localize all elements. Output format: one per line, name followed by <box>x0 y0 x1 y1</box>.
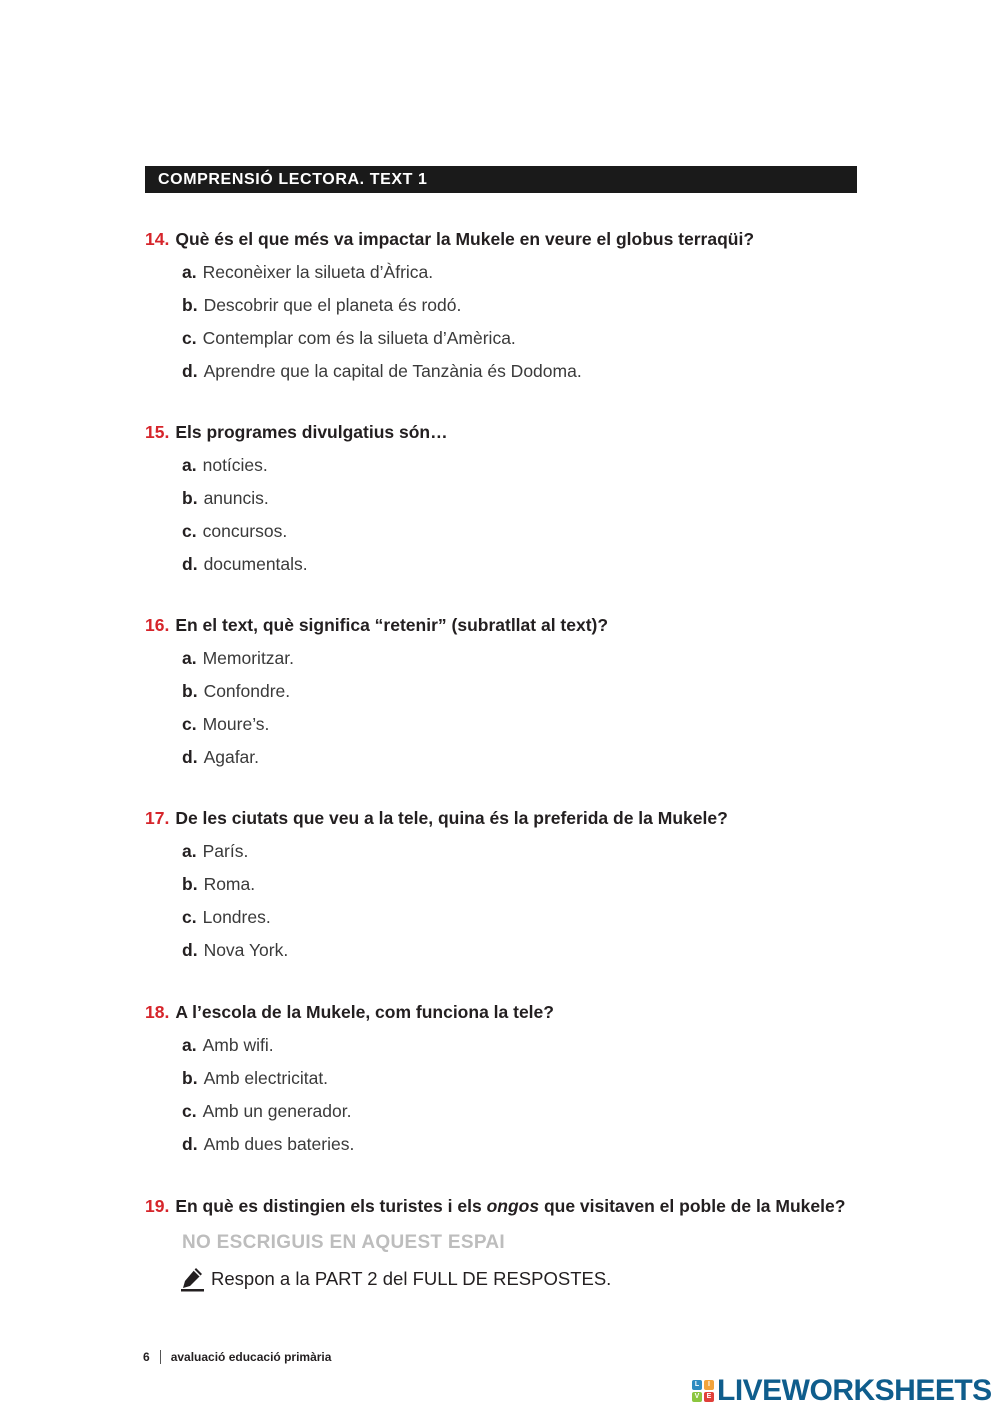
answer-option-b[interactable] <box>145 487 905 509</box>
option-letter: b. <box>182 681 198 701</box>
question-14 <box>145 228 905 382</box>
section-title: COMPRENSIÓ LECTORA. TEXT 1 <box>158 171 428 188</box>
question-number: 14. <box>145 229 170 249</box>
option-text: Roma. <box>203 874 256 894</box>
option-letter: a. <box>182 841 197 861</box>
option-text: concursos. <box>202 521 288 541</box>
logo-grid-icon <box>692 1380 714 1402</box>
answer-option-b[interactable] <box>145 680 905 702</box>
pencil-icon <box>181 1266 205 1292</box>
logo-tile: L <box>692 1380 702 1390</box>
question-15 <box>145 421 905 575</box>
liveworksheets-logo[interactable] <box>692 1374 992 1408</box>
answer-option-c[interactable] <box>145 906 905 928</box>
question-text: En el text, què significa “retenir” (subratllat al text)? <box>175 615 609 635</box>
answer-option-c[interactable] <box>145 327 905 349</box>
option-letter: b. <box>182 1068 198 1088</box>
option-text: Reconèixer la silueta d’Àfrica. <box>202 262 434 282</box>
question-text-italic: ongos <box>486 1196 540 1216</box>
question-text: Què és el que més va impactar la Mukele en veure el globus terraqüi? <box>175 229 755 249</box>
question-stem <box>145 614 905 636</box>
option-text: París. <box>202 841 249 861</box>
option-letter: d. <box>182 554 198 574</box>
answer-option-d[interactable] <box>145 360 905 382</box>
option-letter: c. <box>182 1101 197 1121</box>
option-letter: c. <box>182 328 197 348</box>
logo-tile: V <box>692 1392 702 1402</box>
option-text: Agafar. <box>203 747 260 767</box>
section-title-bar <box>145 166 857 193</box>
answer-option-c[interactable] <box>145 1100 905 1122</box>
option-text: notícies. <box>202 455 268 475</box>
option-text: Amb un generador. <box>202 1101 352 1121</box>
question-text: Els programes divulgatius són… <box>175 422 448 442</box>
option-text: Aprendre que la capital de Tanzània és Dodoma. <box>203 361 582 381</box>
option-letter: c. <box>182 714 197 734</box>
option-letter: d. <box>182 361 198 381</box>
answer-option-a[interactable] <box>145 454 905 476</box>
option-letter: a. <box>182 455 197 475</box>
option-letter: c. <box>182 907 197 927</box>
respond-instruction <box>181 1266 611 1292</box>
question-number: 19. <box>145 1196 170 1216</box>
question-16 <box>145 614 905 768</box>
question-number: 16. <box>145 615 170 635</box>
logo-tile: I <box>704 1380 714 1390</box>
question-text-before: En què es distingien els turistes i els <box>175 1196 482 1216</box>
question-stem <box>145 421 905 443</box>
option-letter: d. <box>182 747 198 767</box>
answer-option-c[interactable] <box>145 520 905 542</box>
question-text: A l’escola de la Mukele, com funciona la tele? <box>175 1002 554 1022</box>
answer-option-d[interactable] <box>145 553 905 575</box>
footer-divider <box>160 1350 161 1364</box>
answer-option-b[interactable] <box>145 294 905 316</box>
question-number: 15. <box>145 422 170 442</box>
question-stem <box>145 807 905 829</box>
page-footer <box>143 1350 331 1364</box>
question-19 <box>145 1195 905 1217</box>
option-letter: a. <box>182 648 197 668</box>
option-letter: b. <box>182 874 198 894</box>
page-number: 6 <box>143 1350 150 1364</box>
option-text: Amb wifi. <box>202 1035 274 1055</box>
question-17 <box>145 807 905 961</box>
option-letter: b. <box>182 295 198 315</box>
answer-option-a[interactable] <box>145 261 905 283</box>
answer-option-b[interactable] <box>145 1067 905 1089</box>
question-number: 18. <box>145 1002 170 1022</box>
answer-option-d[interactable] <box>145 939 905 961</box>
option-text: Moure’s. <box>202 714 270 734</box>
footer-title: avaluació educació primària <box>170 1350 332 1364</box>
option-text: anuncis. <box>203 488 269 508</box>
question-number: 17. <box>145 808 170 828</box>
answer-option-a[interactable] <box>145 840 905 862</box>
question-stem <box>145 228 905 250</box>
question-18 <box>145 1001 905 1155</box>
question-stem <box>145 1001 905 1023</box>
logo-tile: E <box>704 1392 714 1402</box>
option-text: documentals. <box>203 554 308 574</box>
option-text: Contemplar com és la silueta d’Amèrica. <box>202 328 516 348</box>
option-letter: c. <box>182 521 197 541</box>
option-text: Memoritzar. <box>202 648 295 668</box>
option-text: Descobrir que el planeta és rodó. <box>203 295 462 315</box>
option-letter: b. <box>182 488 198 508</box>
logo-text: LIVEWORKSHEETS <box>717 1374 992 1407</box>
answer-option-d[interactable] <box>145 1133 905 1155</box>
question-text-after: que visitaven el poble de la Mukele? <box>543 1196 846 1216</box>
option-letter: a. <box>182 1035 197 1055</box>
option-text: Amb electricitat. <box>203 1068 329 1088</box>
option-letter: d. <box>182 940 198 960</box>
question-stem <box>145 1195 905 1217</box>
option-text: Nova York. <box>203 940 289 960</box>
answer-option-a[interactable] <box>145 1034 905 1056</box>
answer-option-a[interactable] <box>145 647 905 669</box>
respond-instruction-text: Respon a la PART 2 del FULL DE RESPOSTES. <box>211 1268 612 1289</box>
answer-option-d[interactable] <box>145 746 905 768</box>
answer-option-c[interactable] <box>145 713 905 735</box>
option-text: Londres. <box>202 907 271 927</box>
option-text: Amb dues bateries. <box>203 1134 355 1154</box>
no-write-notice: NO ESCRIGUIS EN AQUEST ESPAI <box>182 1232 506 1253</box>
answer-option-b[interactable] <box>145 873 905 895</box>
option-text: Confondre. <box>203 681 291 701</box>
question-text: De les ciutats que veu a la tele, quina és la preferida de la Mukele? <box>175 808 728 828</box>
option-letter: d. <box>182 1134 198 1154</box>
option-letter: a. <box>182 262 197 282</box>
